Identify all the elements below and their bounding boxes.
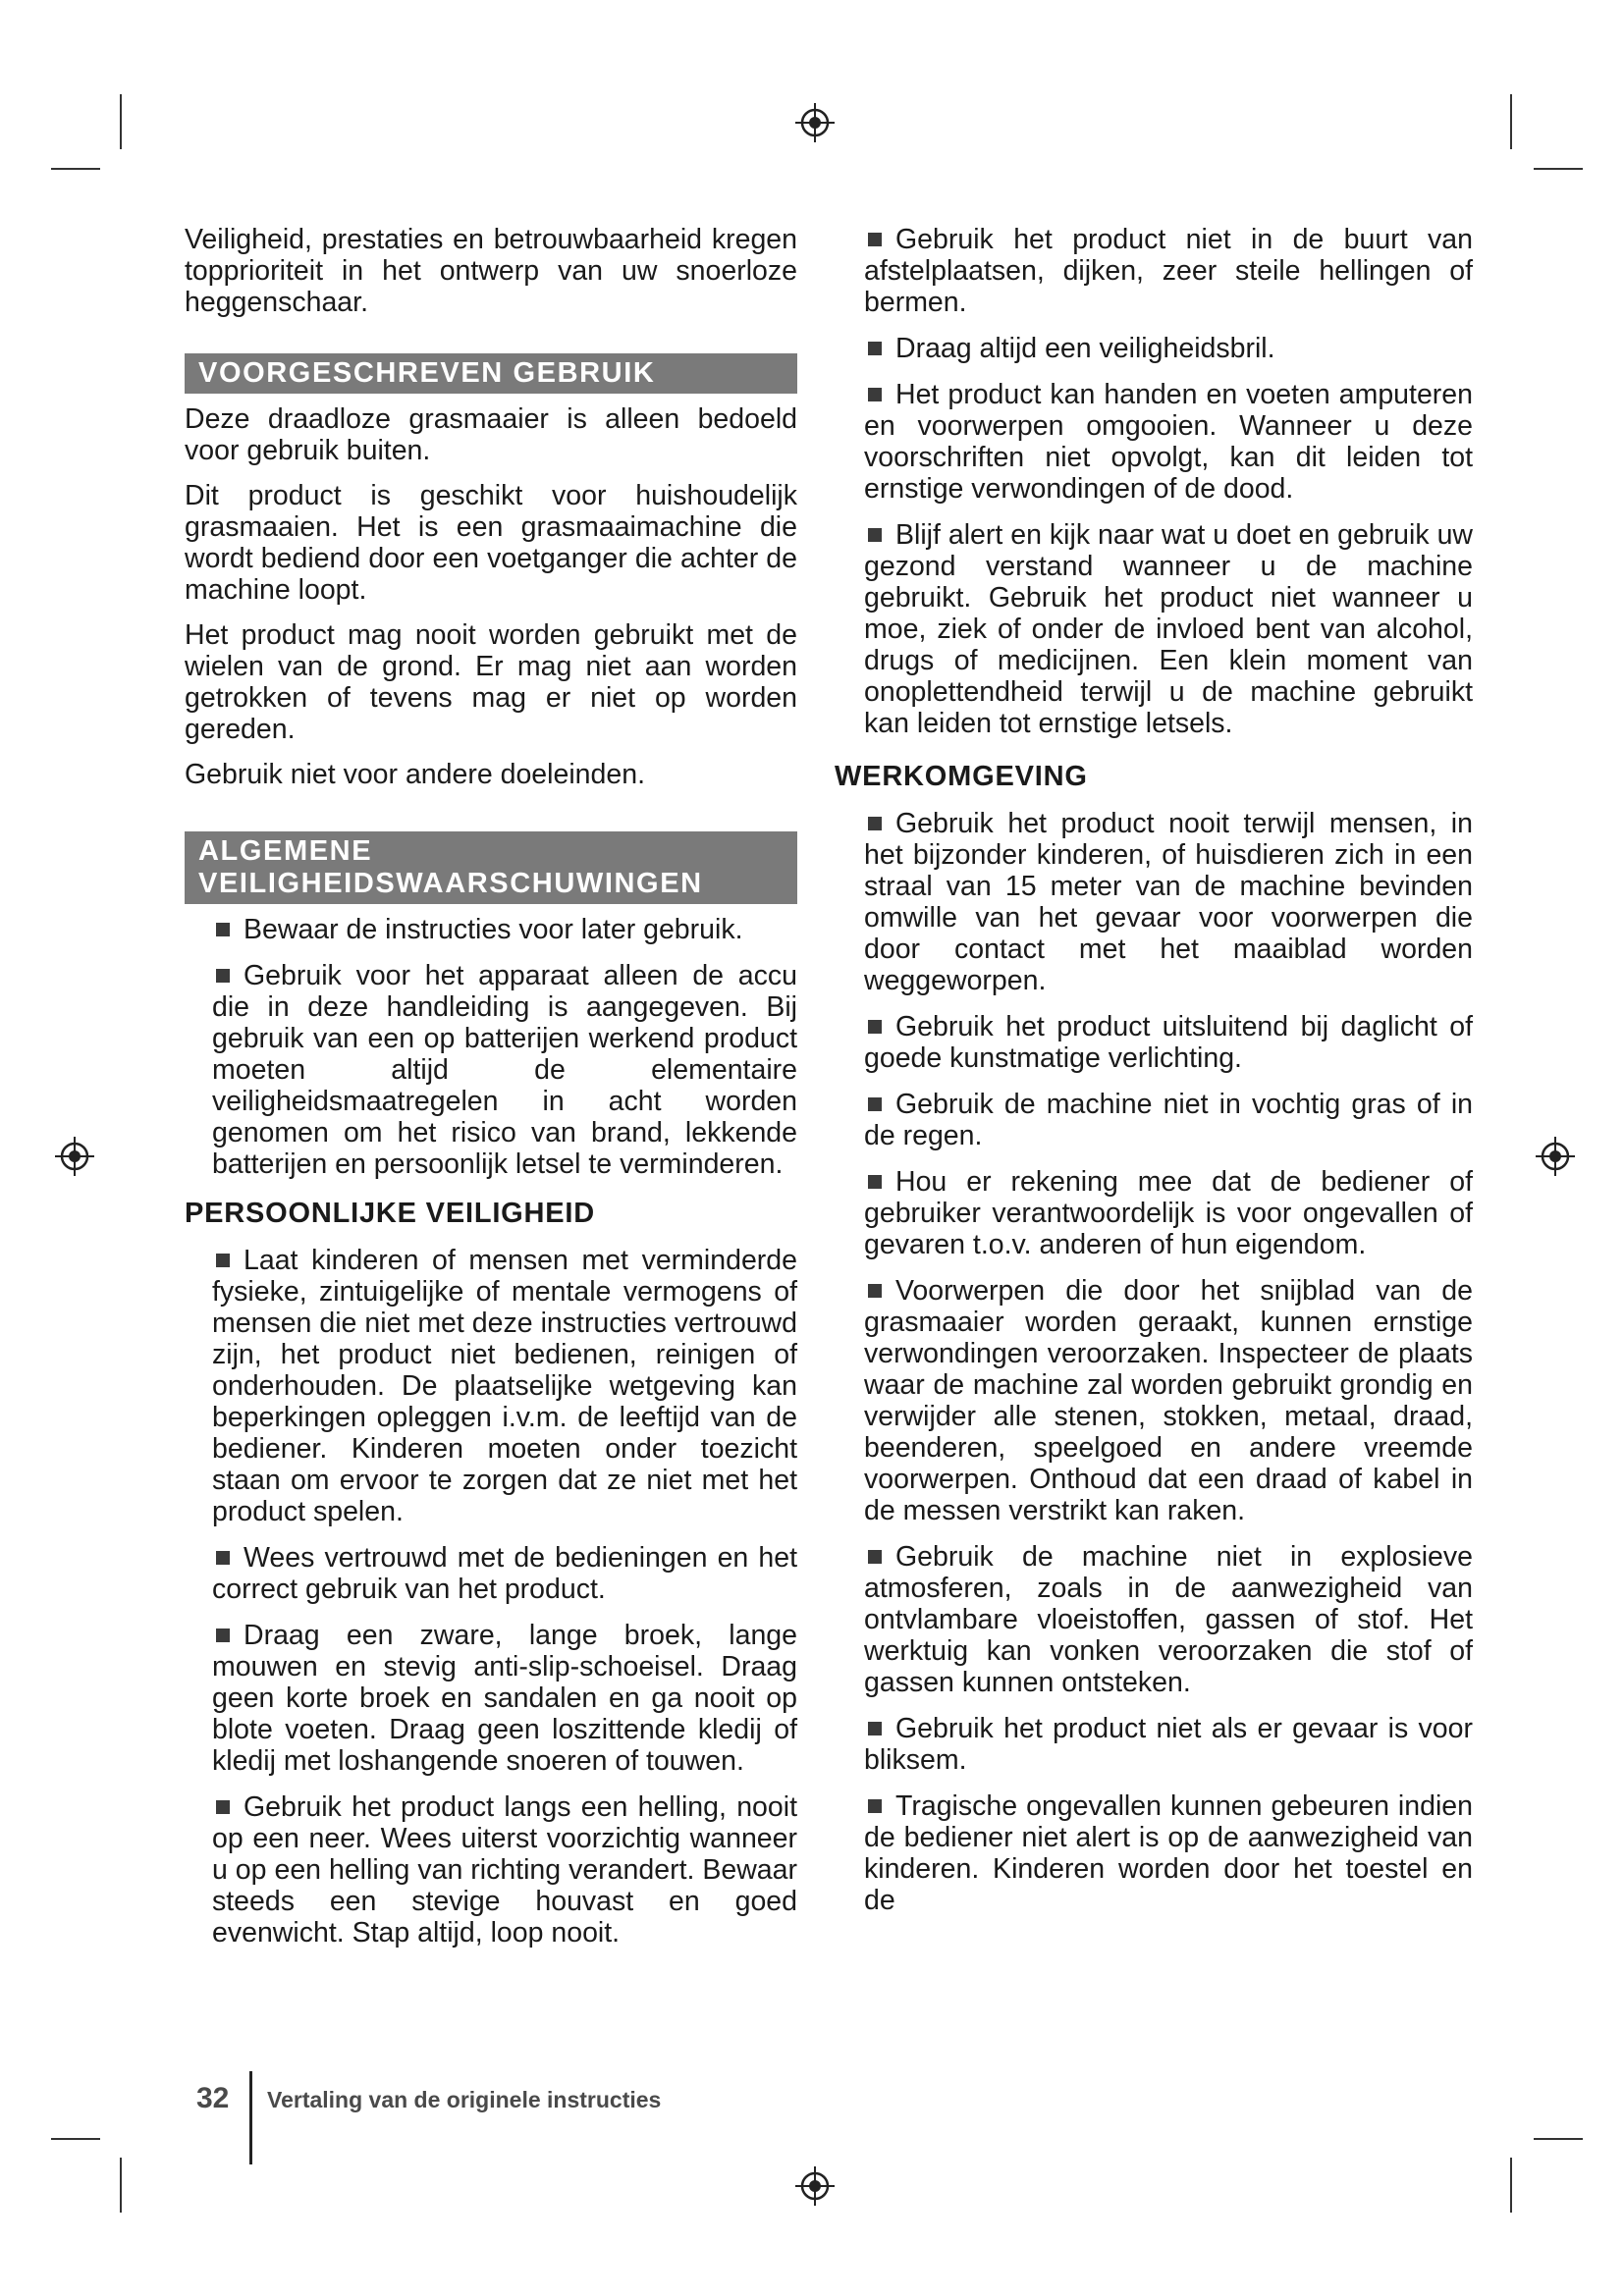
square-bullet-icon bbox=[216, 1629, 230, 1642]
bullet-list bbox=[212, 914, 797, 1180]
list-item-text: Gebruik de machine niet in explosieve atmosferen, zoals in de aanwezigheid van ontvlambare vloeistoffen, gassen of stof. Het werktuig kan vonken veroorzaken die stof of gassen kunnen ontsteken. bbox=[864, 1541, 1473, 1698]
list-item-text: Gebruik het product nooit terwijl mensen, in het bijzonder kinderen, of huisdieren zich in een straal van 15 meter van de machine bevinden omwille van het gevaar voor voorwerpen die door contact met het maaiblad worden weggeworpen. bbox=[864, 808, 1473, 996]
list-item bbox=[212, 1542, 797, 1605]
square-bullet-icon bbox=[868, 1020, 882, 1034]
square-bullet-icon bbox=[216, 923, 230, 936]
square-bullet-icon bbox=[868, 342, 882, 355]
registration-mark-left-icon bbox=[53, 1135, 96, 1178]
footer-divider bbox=[249, 2071, 252, 2164]
crop-mark-bottom-right-h bbox=[1534, 2138, 1583, 2140]
list-item bbox=[864, 1011, 1473, 1074]
square-bullet-icon bbox=[868, 1799, 882, 1813]
crop-mark-top-left-v bbox=[120, 94, 122, 149]
square-bullet-icon bbox=[868, 817, 882, 830]
section-heading-line: ALGEMENE bbox=[198, 835, 373, 867]
bullet-list bbox=[864, 808, 1473, 1916]
left-column bbox=[185, 224, 797, 1963]
list-item-text: Gebruik voor het apparaat alleen de accu die in deze handleiding is aangegeven. Bij gebruik van een op batterijen werkend product moeten altijd de elementaire veiligheidsmaatregelen in acht worden genomen om het risico van brand, lekkende batterijen en persoonlijk letsel te verminderen. bbox=[212, 960, 797, 1180]
registration-mark-bottom-icon bbox=[793, 2164, 837, 2208]
list-item-text: Draag altijd een veiligheidsbril. bbox=[895, 333, 1275, 364]
crop-mark-top-left-h bbox=[51, 168, 100, 170]
paragraph: Dit product is geschikt voor huishoudelijk grasmaaien. Het is een grasmaaimachine die wordt bediend door een voetganger die achter de machine loopt. bbox=[185, 480, 797, 606]
right-column bbox=[835, 224, 1473, 1931]
square-bullet-icon bbox=[868, 1550, 882, 1564]
subsection-heading-persoonlijke-veiligheid: PERSOONLIJKE VEILIGHEID bbox=[185, 1198, 596, 1229]
list-item bbox=[864, 1275, 1473, 1526]
list-item-text: Bewaar de instructies voor later gebruik. bbox=[244, 914, 743, 945]
list-item bbox=[212, 1791, 797, 1949]
list-item bbox=[212, 1245, 797, 1527]
square-bullet-icon bbox=[216, 1551, 230, 1565]
list-item-text: Laat kinderen of mensen met verminderde fysieke, zintuigelijke of mentale vermogens of mensen die niet met deze instructies vertrouwd zijn, het product niet bedienen, reinigen of onderhouden. De plaatselijke wetgeving kan beperkingen opleggen i.v.m. de leeftijd van de bediener. Kinderen moeten onder toezicht staan om ervoor te zorgen dat ze niet met het product spelen. bbox=[212, 1245, 797, 1527]
list-item bbox=[864, 333, 1473, 364]
square-bullet-icon bbox=[868, 1097, 882, 1111]
list-item bbox=[212, 960, 797, 1180]
section-heading-algemene-veiligheidswaarschuwingen bbox=[185, 831, 797, 904]
crop-mark-top-right-v bbox=[1510, 94, 1512, 149]
square-bullet-icon bbox=[868, 1722, 882, 1735]
list-item-text: Gebruik het product langs een helling, nooit op een neer. Wees uiterst voorzichtig wanneer u op een helling van richting verandert. Bewaar steeds een stevige houvast en goed evenwicht. Stap altijd, loop nooit. bbox=[212, 1791, 797, 1949]
list-item bbox=[864, 1713, 1473, 1776]
paragraph: Gebruik niet voor andere doeleinden. bbox=[185, 759, 645, 790]
paragraph: Het product mag nooit worden gebruikt met de wielen van de grond. Er mag niet aan worden getrokken of tevens mag er niet op worden gereden. bbox=[185, 619, 797, 745]
list-item-text: Wees vertrouwd met de bedieningen en het correct gebruik van het product. bbox=[212, 1542, 797, 1605]
square-bullet-icon bbox=[216, 969, 230, 983]
square-bullet-icon bbox=[868, 388, 882, 401]
bullet-list bbox=[864, 224, 1473, 739]
square-bullet-icon bbox=[216, 1254, 230, 1267]
section-heading-voorgeschreven-gebruik: VOORGESCHREVEN GEBRUIK bbox=[185, 353, 797, 394]
list-item-text: Blijf alert en kijk naar wat u doet en gebruik uw gezond verstand wanneer u de machine gebruikt. Gebruik het product niet wanneer u moe, ziek of onder de invloed bent van alcohol, drugs of medicijnen. Een klein moment van onoplettendheid terwijl u de machine gebruikt kan leiden tot ernstige letsels. bbox=[864, 519, 1473, 739]
list-item-text: Het product kan handen en voeten amputeren en voorwerpen omgooien. Wanneer u deze voorschriften niet opvolgt, kan dit leiden tot ernstige verwondingen of de dood. bbox=[864, 379, 1473, 505]
square-bullet-icon bbox=[216, 1800, 230, 1814]
list-item bbox=[864, 1089, 1473, 1151]
list-item-text: Gebruik het product uitsluitend bij daglicht of goede kunstmatige verlichting. bbox=[864, 1011, 1473, 1074]
list-item bbox=[864, 519, 1473, 739]
square-bullet-icon bbox=[868, 233, 882, 246]
subsection-heading-werkomgeving: WERKOMGEVING bbox=[835, 761, 1088, 792]
crop-mark-top-right-h bbox=[1534, 168, 1583, 170]
crop-mark-bottom-right-v bbox=[1510, 2158, 1512, 2213]
intro-paragraph: Veiligheid, prestaties en betrouwbaarheid kregen topprioriteit in het ontwerp van uw snoerloze heggenschaar. bbox=[185, 224, 797, 318]
paragraph: Deze draadloze grasmaaier is alleen bedoeld voor gebruik buiten. bbox=[185, 403, 797, 466]
list-item bbox=[864, 1541, 1473, 1698]
list-item-text: Draag een zware, lange broek, lange mouwen en stevig anti-slip-schoeisel. Draag geen korte broek en sandalen en ga nooit op blote voeten. Draag geen loszittende kledij of kledij met loshangende snoeren of touwen. bbox=[212, 1620, 797, 1777]
list-item bbox=[864, 224, 1473, 318]
list-item-text: Gebruik het product niet in de buurt van afstelplaatsen, dijken, zeer steile hellingen of bermen. bbox=[864, 224, 1473, 318]
section-heading-line: VEILIGHEIDSWAARSCHUWINGEN bbox=[198, 868, 703, 899]
list-item bbox=[864, 808, 1473, 996]
list-item-text: Tragische ongevallen kunnen gebeuren indien de bediener niet alert is op de aanwezigheid van kinderen. Kinderen worden door het toestel en de bbox=[864, 1790, 1473, 1916]
registration-mark-top-icon bbox=[793, 101, 837, 144]
list-item-text: Gebruik het product niet als er gevaar is voor bliksem. bbox=[864, 1713, 1473, 1776]
footer-text: Vertaling van de originele instructies bbox=[267, 2087, 662, 2112]
page-number: 32 bbox=[196, 2082, 230, 2114]
square-bullet-icon bbox=[868, 1175, 882, 1189]
bullet-list bbox=[212, 1245, 797, 1949]
list-item bbox=[864, 379, 1473, 505]
list-item-text: Gebruik de machine niet in vochtig gras of in de regen. bbox=[864, 1089, 1473, 1151]
list-item-text: Voorwerpen die door het snijblad van de grasmaaier worden geraakt, kunnen ernstige verwondingen veroorzaken. Inspecteer de plaats waar de machine zal worden gebruikt grondig en verwijder alle stenen, stokken, metaal, draad, beenderen, speelgoed en andere vreemde voorwerpen. Onthoud dat een draad of kabel in de messen verstrikt kan raken. bbox=[864, 1275, 1473, 1526]
registration-mark-right-icon bbox=[1534, 1135, 1577, 1178]
list-item bbox=[212, 1620, 797, 1777]
crop-mark-bottom-left-v bbox=[120, 2158, 122, 2213]
list-item bbox=[864, 1790, 1473, 1916]
square-bullet-icon bbox=[868, 528, 882, 542]
list-item-text: Hou er rekening mee dat de bediener of gebruiker verantwoordelijk is voor ongevallen of gevaren t.o.v. anderen of hun eigendom. bbox=[864, 1166, 1473, 1260]
crop-mark-bottom-left-h bbox=[51, 2138, 100, 2140]
list-item bbox=[212, 914, 797, 945]
list-item bbox=[864, 1166, 1473, 1260]
square-bullet-icon bbox=[868, 1284, 882, 1298]
